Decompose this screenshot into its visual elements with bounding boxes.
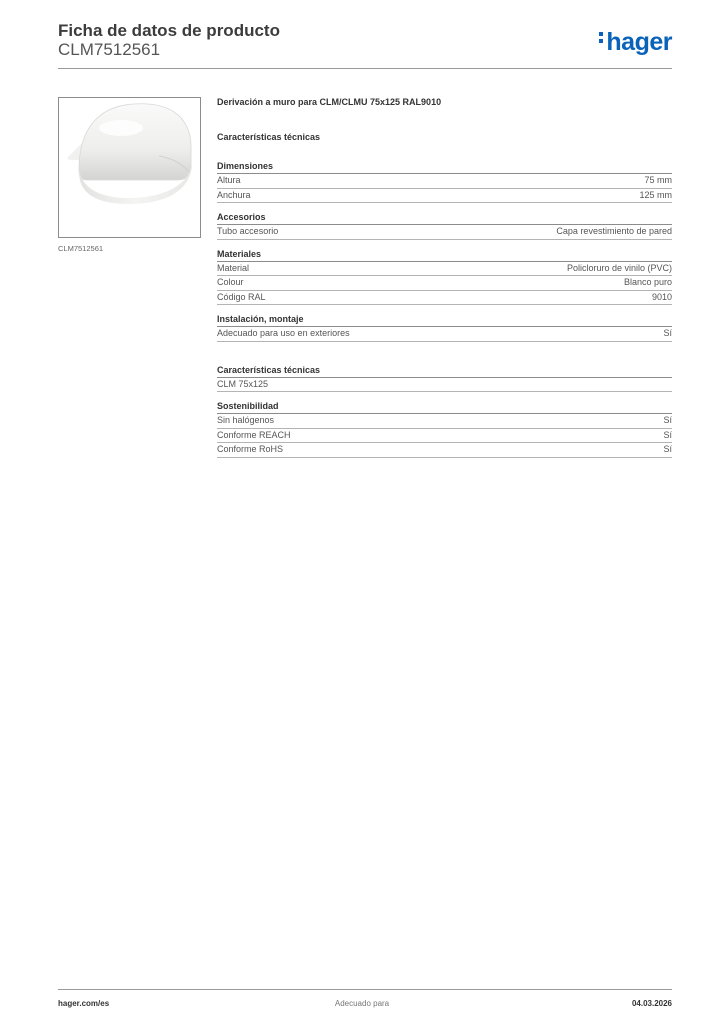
spec-row (217, 414, 672, 429)
spec-row (217, 443, 672, 458)
spec-label: Conforme REACH (217, 429, 291, 440)
spec-row (217, 262, 672, 277)
image-caption: CLM7512561 (58, 244, 104, 253)
spec-value: Sí (663, 328, 672, 338)
section-title: Sostenibilidad (217, 400, 672, 414)
section-accesorios (217, 211, 672, 240)
spec-label: Código RAL (217, 291, 266, 302)
spec-label: Sin halógenos (217, 415, 275, 425)
footer-date: 04.03.2026 (631, 999, 672, 1008)
spec-row (217, 429, 672, 444)
logo-text: hager (606, 28, 672, 56)
spec-value: Blanco puro (623, 277, 672, 287)
spec-label: Adecuado para uso en exteriores (217, 328, 350, 338)
spec-value: Policloruro de vinilo (PVC) (566, 262, 672, 273)
product-name: Derivación a muro para CLM/CLMU 75x125 RAL9010 (217, 97, 442, 107)
spec-value: Sí (663, 415, 672, 425)
spec-label: Colour (217, 277, 244, 287)
spec-value: 9010 (651, 291, 672, 302)
intro-section-title: Características técnicas (217, 132, 321, 142)
spec-value: Capa revestimiento de pared (556, 226, 672, 236)
spec-row (217, 327, 672, 342)
hager-logo[interactable] (599, 27, 672, 57)
spec-value: 125 mm (639, 189, 672, 200)
product-image (58, 97, 201, 238)
spec-label: CLM 75x125 (217, 378, 269, 389)
spec-row (217, 189, 672, 204)
spec-label: Material (217, 262, 250, 273)
spec-label: Conforme RoHS (217, 444, 284, 454)
spec-label: Tubo accesorio (217, 226, 279, 236)
spec-value: Sí (663, 444, 672, 454)
footer-divider (58, 989, 672, 990)
spec-row (217, 378, 672, 393)
header-divider (58, 68, 672, 69)
section-caracteristicas (217, 364, 672, 393)
product-code: CLM7512561 (58, 40, 161, 59)
page-title: Ficha de datos de producto (58, 21, 280, 40)
section-title: Características técnicas (217, 364, 672, 378)
section-dimensiones (217, 160, 672, 203)
section-sostenibilidad (217, 400, 672, 458)
spec-row (217, 174, 672, 189)
spec-label: Altura (217, 175, 241, 185)
section-title: Accesorios (217, 211, 672, 225)
section-title: Materiales (217, 248, 672, 262)
spec-value: 75 mm (644, 175, 672, 185)
spec-row (217, 276, 672, 291)
product-photo-icon (59, 98, 200, 237)
logo-mark-icon (599, 32, 603, 46)
spec-row (217, 291, 672, 306)
section-instalacion (217, 313, 672, 342)
spec-value: Sí (663, 429, 672, 440)
spec-label: Anchura (217, 189, 251, 200)
spec-content (217, 96, 672, 466)
section-materiales (217, 248, 672, 306)
spec-row (217, 225, 672, 240)
section-title: Instalación, montaje (217, 313, 672, 327)
footer-website-link[interactable]: hager.com/es (58, 999, 110, 1008)
footer-center-text: Adecuado para (334, 999, 390, 1008)
section-title: Dimensiones (217, 160, 672, 174)
